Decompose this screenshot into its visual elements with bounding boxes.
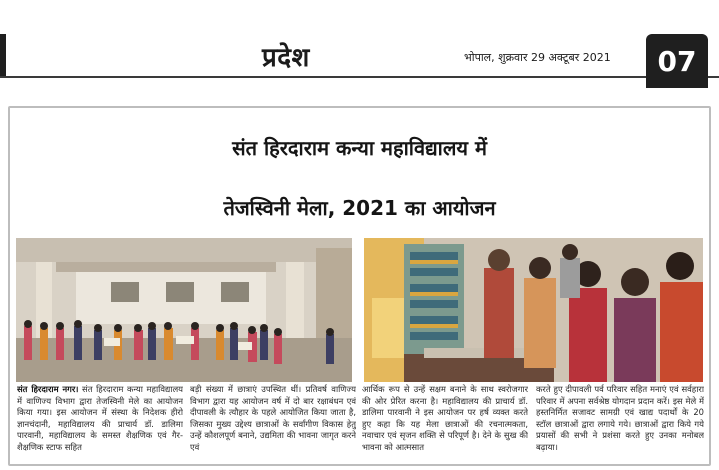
page-number: 07: [646, 34, 708, 88]
body-column-1-text: संत हिरदाराम कन्या महाविद्यालय में वाणिज्य विभाग द्वारा तेजस्विनी मेले का आयोजन किया गया। इस आयोजन में संस्था के निदेशक हीरो ज्ञानचंदानी, महाविद्यालय की प्राचार्य डॉ. डालिमा पारवानी, महाविद्यालय के समस्त शैक्षणिक एवं गैर-शैक्षणिक स्टाफ सहित: [17, 384, 183, 452]
page-header: [0, 0, 719, 96]
body-column-4: करते हुए दीपावली पर्व परिवार सहित मनाएं एवं सर्वहारा परिवार में अपना सर्वश्रेष्ठ योगदान प्रदान करें। इस मेले में हस्तनिर्मित सजावट सामग्री एवं खाद्य पदार्थों के 20 स्टॉल छात्राओं द्वारा लगाये गये। छात्राओं द्वारा किये गये प्रयासों की सभी ने प्रशंसा करते हुए उनका मनोबल बढ़ाया।: [536, 384, 704, 452]
body-column-3: आर्थिक रूप से उन्हें सक्षम बनाने के साथ स्वरोजगार की ओर प्रेरित करना है। महाविद्यालय की प्राचार्य डॉ. डालिमा पारवानी ने इस आयोजन पर हर्ष व्यक्त करते हुए कहा कि यह मेला छात्राओं की रचनात्मकता, नवाचार एवं सृजन शक्ति से परिपूर्ण है। देने के सुख की भावना को आत्मसात: [362, 384, 528, 452]
stalls-illustration: [364, 238, 703, 382]
body-lead: संत हिरदाराम नगर।: [17, 384, 79, 394]
headline-line-2: तेजस्विनी मेला, 2021 का आयोजन: [223, 196, 496, 220]
photo-courtyard: [16, 238, 352, 382]
header-corner-block: [0, 34, 6, 78]
dateline: भोपाल, शुक्रवार 29 अक्टूबर 2021: [464, 51, 611, 64]
headline-line-1: संत हिरदाराम कन्या महाविद्यालय में: [232, 136, 487, 160]
body-column-1: [17, 384, 183, 468]
photo-stalls: [364, 238, 703, 382]
courtyard-illustration: [16, 238, 352, 382]
section-label: प्रदेश: [262, 43, 310, 73]
header-rule: [0, 76, 719, 78]
body-column-2: बड़ी संख्या में छात्राएं उपस्थित थीं। प्रतिवर्ष वाणिज्य विभाग द्वारा यह आयोजन वर्ष में दो बार रक्षाबंधन एवं दीपावली के त्यौहार के पहले आयोजित किया जाता है, जिसका मुख्य उद्देश्य छात्राओं के सर्वांगीण विकास हेतु उन्हें कौशलपूर्ण बनाने, उद्यमिता की भावना जागृत करने एवं: [190, 384, 356, 452]
headline: [8, 118, 711, 238]
